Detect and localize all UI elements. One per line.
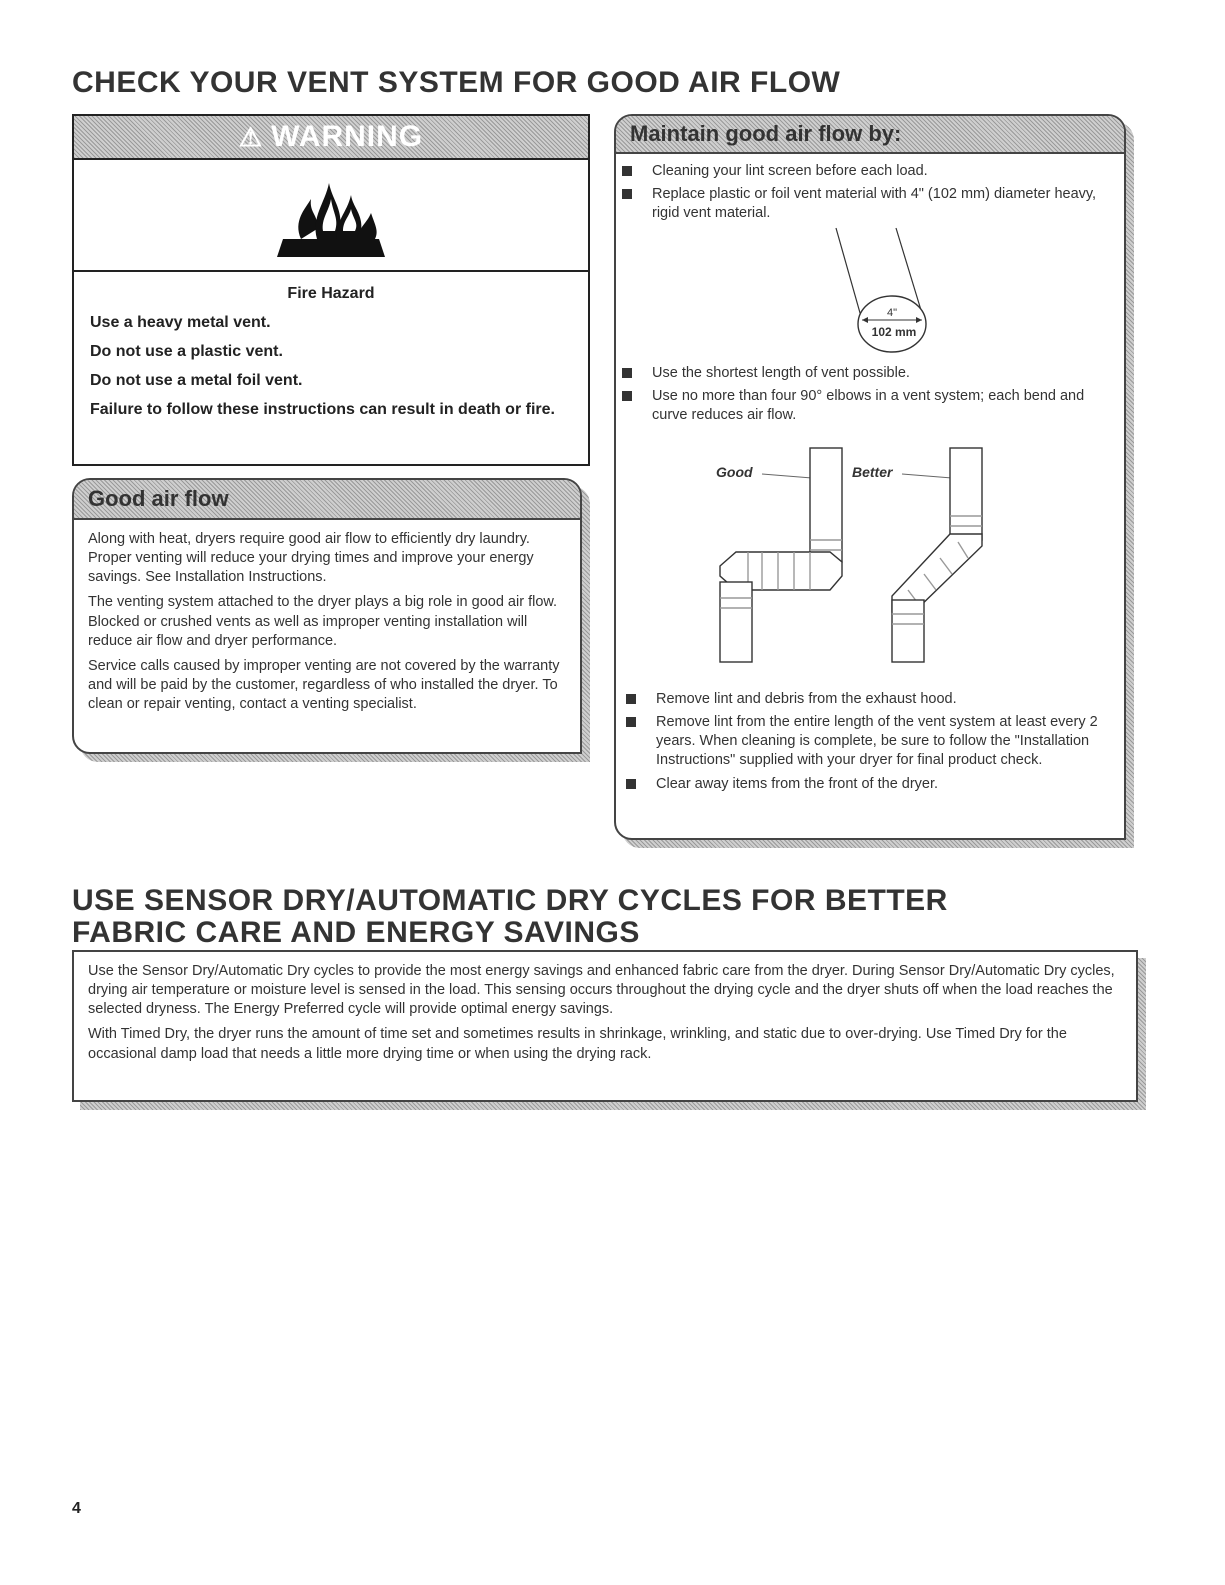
bullet-square-icon — [626, 717, 636, 727]
good-air-flow-title: Good air flow — [88, 486, 229, 511]
list-item-text: Remove lint from the entire length of the vent system at least every 2 years. When cleaning is complete, be sure to follow the "Installation Instructions" supplied with your dryer for final product check. — [656, 714, 1098, 769]
fire-icon — [271, 169, 391, 261]
paragraph: Use the Sensor Dry/Automatic Dry cycles to provide the most energy savings and enhanced fabric care from the dryer. During Sensor Dry/Automatic Dry cycles, drying air temperature or moisture level is sensed in the load. This sensing occurs throughout the drying cycle and the dryer shuts off when the load reaches the selected dryness. The Energy Preferred cycle will provide optimal energy savings. — [88, 963, 1115, 1018]
good-air-flow-box — [72, 478, 590, 762]
section-title-sensor-dry — [72, 885, 1172, 950]
bullet-square-icon — [622, 391, 632, 401]
list-item — [616, 387, 1122, 425]
page-number: 4 — [72, 1500, 81, 1517]
better-elbow-icon — [892, 448, 982, 662]
list-item-text: Use the shortest length of vent possible. — [652, 365, 910, 381]
warning-header — [74, 116, 588, 160]
bullet-square-icon — [622, 368, 632, 378]
sensor-dry-box — [72, 950, 1146, 1110]
section-title-line: USE SENSOR DRY/AUTOMATIC DRY CYCLES FOR BETTER — [72, 884, 948, 917]
bullet-list — [616, 364, 1122, 429]
maintain-title-bar — [616, 116, 1124, 154]
warning-body — [74, 272, 588, 441]
warning-header-text — [239, 120, 423, 154]
bullet-square-icon — [622, 166, 632, 176]
warning-icon-area — [74, 160, 588, 272]
maintain-air-flow-panel — [614, 114, 1126, 840]
paragraph: Along with heat, dryers require good air flow to efficiently dry laundry. Proper venting will reduce your drying times and improve your energy savings. See Installation Instructions. — [88, 531, 534, 586]
list-item — [620, 690, 1126, 709]
list-item — [616, 162, 1122, 181]
paragraph: With Timed Dry, the dryer runs the amount of time set and sometimes results in shrinkage, wrinkling, and static due to over-drying. Use Timed Dry for the occasional damp load that needs a little more drying time or when using the drying rack. — [88, 1026, 1067, 1062]
warning-line: Failure to follow these instructions can result in death or fire. — [90, 401, 555, 418]
warning-triangle-icon: ⚠ — [238, 121, 264, 152]
bullet-square-icon — [626, 694, 636, 704]
section-title-line: FABRIC CARE AND ENERGY SAVINGS — [72, 916, 640, 950]
diameter-inch-label: 4" — [886, 307, 898, 319]
diameter-mm-label: 102 mm — [871, 325, 917, 339]
hazard-title: Fire Hazard — [287, 285, 375, 302]
list-item-text: Remove lint and debris from the exhaust hood. — [656, 691, 957, 707]
list-item-text: Cleaning your lint screen before each load. — [652, 163, 928, 179]
list-item — [616, 185, 1122, 223]
sensor-dry-panel — [72, 950, 1138, 1102]
list-item-text: Replace plastic or foil vent material with 4" (102 mm) diameter heavy, rigid vent material. — [652, 186, 1097, 222]
warning-line: Use a heavy metal vent. — [90, 314, 271, 331]
list-item — [620, 775, 1126, 794]
good-air-flow-body — [74, 520, 580, 730]
bullet-list — [620, 690, 1126, 798]
warning-line: Do not use a metal foil vent. — [90, 372, 303, 389]
section-title-vent: CHECK YOUR VENT SYSTEM FOR GOOD AIR FLOW — [72, 66, 841, 99]
paragraph: The venting system attached to the dryer plays a big role in good air flow. Blocked or crushed vents as well as improper venting installation will reduce air flow and dryer performance. — [88, 594, 558, 649]
elbow-diagram — [696, 442, 996, 666]
good-air-flow-panel — [72, 478, 582, 754]
good-air-flow-title-bar — [74, 480, 580, 520]
vent-diameter-diagram — [826, 224, 936, 354]
maintain-air-flow-box — [614, 114, 1134, 848]
list-item — [616, 364, 1122, 383]
bullet-square-icon — [622, 189, 632, 199]
good-elbow-icon — [720, 448, 842, 662]
list-item — [620, 713, 1126, 770]
warning-box — [72, 114, 590, 466]
paragraph: Service calls caused by improper venting are not covered by the warranty and will be paid by the customer, regardless of who installed the dryer. To clean or repair venting, contact a venting specialist. — [88, 657, 560, 712]
good-label: Good — [716, 464, 753, 480]
list-item-text: Use no more than four 90° elbows in a vent system; each bend and curve reduces air flow. — [652, 388, 1085, 424]
warning-line: Do not use a plastic vent. — [90, 343, 283, 360]
better-label: Better — [852, 464, 893, 480]
bullet-list — [616, 162, 1122, 227]
list-item-text: Clear away items from the front of the dryer. — [656, 775, 939, 792]
warning-label: WARNING — [271, 120, 424, 153]
maintain-title: Maintain good air flow by: — [630, 121, 902, 146]
bullet-square-icon — [626, 779, 636, 789]
